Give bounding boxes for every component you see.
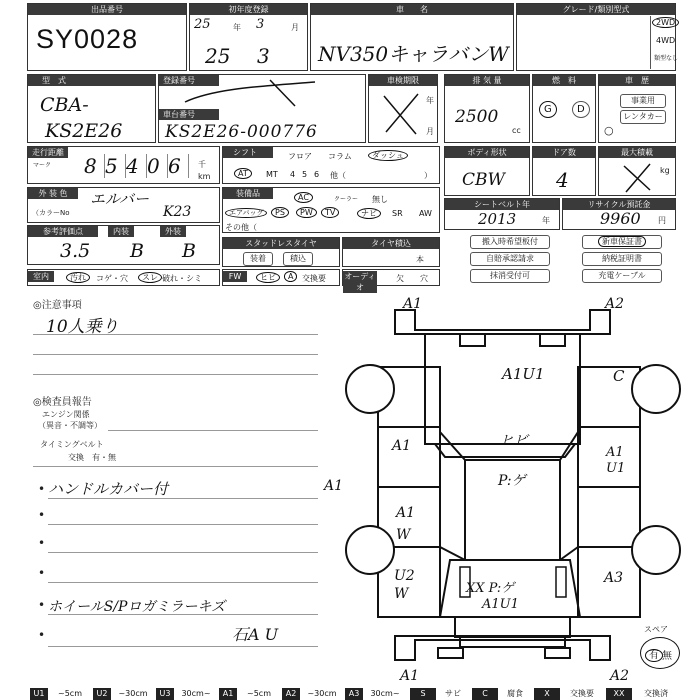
timing-opts: 交換 有・無: [68, 453, 116, 462]
service-insurance: 自賠承認請求: [470, 252, 550, 266]
fuel-d: [572, 104, 590, 115]
exterior-label: 外装: [160, 226, 186, 237]
first-reg-month-hw: 3: [257, 44, 270, 68]
equip-ps: [271, 208, 289, 217]
mileage-digits: [84, 154, 189, 178]
first-reg-month-print: 3: [256, 17, 265, 32]
recycle-unit: 円: [658, 216, 666, 225]
shift-at-circled: AT: [234, 168, 252, 179]
inspection-month: 月: [426, 127, 434, 136]
legend-desc: 30cm~: [370, 689, 400, 698]
equip-tv-circled: TV: [321, 207, 339, 218]
inspection-label: 車検期限: [369, 75, 437, 86]
tire-label: タイヤ積込: [343, 238, 439, 249]
damage-mark: U2 W: [394, 568, 415, 602]
shift-dash-circled: ダッシュ: [368, 150, 408, 161]
damage-mark: A1: [400, 668, 420, 684]
score-label: 参考評価点: [28, 226, 98, 237]
damage-mark: A1 U1: [606, 445, 626, 476]
capacity-label: 最大積載: [599, 147, 675, 158]
color-label: 外 装 色: [28, 188, 78, 199]
damage-mark: C: [613, 367, 625, 385]
service-plate: 搬入時希望板付: [470, 235, 550, 249]
spare-value: [645, 646, 663, 661]
engine-sub: （異音・不調等）: [38, 421, 102, 430]
recycle-value: 9960: [600, 209, 641, 228]
seatbelt-value: 2013: [478, 210, 517, 228]
capacity-unit: kg: [660, 166, 670, 175]
shift-other: 他（: [330, 171, 346, 180]
type-value-2: KS2E26: [45, 120, 123, 142]
equip-tv: [321, 208, 339, 217]
vehicle-type-label: 車 歴: [599, 75, 675, 86]
body-value: CBW: [462, 170, 505, 190]
cond-burn: コゲ・穴: [96, 274, 128, 283]
first-reg-label: 初年度登録: [190, 4, 307, 15]
note-line: [33, 334, 318, 335]
mileage-sub: マーク: [33, 162, 52, 169]
note-line: [33, 354, 318, 355]
damage-mark: A1: [324, 478, 344, 494]
item-line: [48, 498, 318, 499]
equip-airbag-circled: エアバッグ: [225, 208, 267, 218]
tire-unit: 本: [416, 255, 424, 264]
fw-a-circled: A: [284, 271, 297, 282]
item-line: [48, 646, 318, 647]
legend-desc: ~5cm: [247, 689, 271, 698]
cond-dirt-circled: 汚れ: [66, 272, 90, 283]
legend-desc: ~5cm: [58, 689, 82, 698]
inspection-year: 年: [426, 96, 434, 105]
month-unit: 月: [291, 23, 299, 32]
interior-cond-label: 室内: [28, 271, 54, 282]
legend-code: A1: [219, 688, 237, 700]
chassis-label: 車台番号: [159, 109, 219, 120]
legend-code: U2: [93, 688, 111, 700]
equip-other: その他（: [225, 223, 257, 232]
color-value: エルバー: [90, 190, 149, 208]
engine-label: エンジン関係: [42, 410, 90, 419]
damage-mark: A1: [403, 296, 423, 312]
vehicle-type-2: レンタカー: [620, 110, 666, 124]
item-bullet: •: [38, 598, 46, 612]
legend-desc: サビ: [445, 689, 461, 698]
inspector-sign: 石A U: [232, 625, 279, 644]
equip-pw: [296, 208, 317, 217]
damage-mark: XX P:ゲ: [466, 581, 515, 596]
drive-none: 類型なし: [654, 55, 679, 62]
mileage-unit-2: km: [198, 172, 211, 181]
recycle-label: リサイクル預託金: [563, 199, 675, 210]
fw-a: [284, 272, 297, 281]
legend-desc: 交換要: [570, 689, 594, 698]
shift-4: 4: [290, 170, 296, 179]
equip-navi: [357, 208, 381, 219]
item-line: [48, 614, 318, 615]
interior-label: 内装: [108, 226, 134, 237]
capacity-cross: [620, 162, 654, 194]
fw-replace: 交換要: [302, 274, 326, 283]
studless-loaded: 積込: [283, 252, 313, 266]
cond-tear: 破れ・シミ: [162, 274, 202, 283]
legend-code: A2: [282, 688, 300, 700]
fuel-g: [539, 104, 557, 115]
color-sub: （カラーNo: [32, 209, 70, 217]
fw-label: FW: [223, 271, 247, 282]
drive-4wd: 4WD: [656, 36, 676, 45]
equip-navi-circled: ナビ: [357, 208, 381, 219]
service-cancel: 抹消受付可: [470, 269, 550, 283]
reg-no-strike: [175, 78, 325, 108]
studless-label: スタッドレスタイヤ: [223, 238, 339, 249]
first-reg-year-print: 25: [194, 17, 211, 32]
damage-mark: P:ゲ: [498, 473, 526, 489]
year-unit: 年: [233, 23, 241, 32]
item-1: ハンドルカバー付: [48, 480, 169, 498]
damage-mark: A1U1: [482, 597, 519, 612]
equip-airbag: [225, 208, 267, 218]
shift-label: シフト: [223, 147, 273, 158]
legend-code: U3: [156, 688, 174, 700]
legend-code: U1: [30, 688, 48, 700]
fuel-d-option: D: [572, 101, 590, 118]
inspection-cross: [380, 88, 422, 138]
legend-code: X: [534, 688, 560, 700]
fuel-label: 燃 料: [533, 75, 595, 86]
damage-mark: A2: [610, 668, 630, 684]
shift-floor: フロア: [288, 152, 312, 161]
shift-other-close: ）: [424, 171, 432, 180]
shift-mt: MT: [266, 170, 278, 179]
notes-title: ◎注意事項: [33, 300, 82, 311]
mileage-digit: 4: [126, 154, 147, 178]
damage-mark: A3: [604, 570, 624, 586]
item-line: [48, 582, 318, 583]
model-name: NV350キャラバンW: [318, 42, 509, 66]
equip-none: 無し: [372, 195, 388, 204]
mileage-digit: 8: [84, 154, 105, 178]
item-bullet: •: [38, 482, 46, 496]
equip-sr: SR: [392, 209, 403, 218]
equip-ps-circled: PS: [271, 207, 289, 218]
audio-hole: 穴: [420, 274, 428, 283]
timing-label: タイミングベルト: [40, 440, 104, 449]
item-bullet: •: [38, 628, 46, 642]
legend-code: XX: [606, 688, 632, 700]
reg-no-label: 登録番号: [159, 75, 219, 86]
interior-value: B: [130, 240, 144, 262]
item-bullet: •: [38, 536, 46, 550]
equip-ac-circled: AC: [294, 192, 313, 203]
cond-scuff-circled: スレ: [138, 272, 162, 283]
equip-pw-circled: PW: [296, 207, 317, 218]
item-bullet: •: [38, 508, 46, 522]
service-warranty: [582, 235, 662, 249]
damage-mark: A1U1: [502, 365, 545, 383]
mileage-digit: 6: [168, 154, 189, 178]
exterior-value: B: [182, 240, 196, 262]
mileage-digit: 0: [147, 154, 168, 178]
mileage-unit-1: 千: [198, 160, 206, 169]
damage-mark: A2: [605, 296, 625, 312]
exhibit-no: SY0028: [36, 24, 139, 54]
displacement-label: 排 気 量: [445, 75, 529, 86]
audio-missing: 欠: [396, 274, 404, 283]
vehicle-type-1: 事業用: [620, 94, 666, 108]
mileage-label: 走行距離: [28, 147, 68, 158]
doors-value: 4: [556, 168, 569, 192]
equip-aw: AW: [419, 209, 432, 218]
timing-line: [33, 466, 318, 467]
equip-ac: [294, 193, 313, 202]
seatbelt-label: シートベルト年: [445, 199, 559, 210]
legend-desc: 交換済: [644, 689, 668, 698]
item-bullet: •: [38, 566, 46, 580]
color-code: K23: [163, 204, 192, 220]
doors-label: ドア数: [533, 147, 595, 158]
equip-label: 装備品: [223, 188, 273, 199]
vehicle-diagram: [320, 292, 700, 688]
damage-mark: A1 W: [396, 505, 416, 543]
exhibit-no-label: 出品番号: [28, 4, 186, 15]
item-line: [48, 552, 318, 553]
item-line: [48, 524, 318, 525]
inspector-title: ◎検査員報告: [33, 397, 92, 408]
shift-5: 5: [302, 170, 308, 179]
cond-scuff: [138, 272, 162, 283]
fuel-g-circled: G: [539, 101, 557, 118]
studless-mounted: 装着: [243, 252, 273, 266]
displacement-unit: cc: [512, 126, 521, 135]
service-tax: 納税証明書: [582, 252, 662, 266]
shift-column: コラム: [328, 152, 352, 161]
mileage-digit: 5: [105, 154, 126, 178]
displacement-value: 2500: [455, 107, 499, 127]
drive-2wd-circled: 2WD: [652, 17, 679, 28]
type-label: 型 式: [28, 75, 155, 86]
shift-6: 6: [314, 170, 320, 179]
fw-crack: [256, 272, 280, 283]
drive-2wd: [652, 18, 679, 27]
fw-crack-circled: ヒビ: [256, 272, 280, 283]
shift-at: [234, 169, 252, 178]
audio-label: オーディオ: [344, 272, 376, 292]
legend-desc: ~30cm: [118, 689, 148, 698]
cond-dirt: [66, 272, 90, 283]
equip-cooler: クーラー: [334, 196, 359, 203]
seatbelt-unit: 年: [542, 216, 550, 225]
model-name-label: 車 名: [311, 4, 513, 15]
damage-mark: ヒビ: [500, 433, 528, 449]
body-label: ボディ形状: [445, 147, 529, 158]
type-value-1: CBA-: [40, 94, 89, 116]
legend-code: A3: [345, 688, 363, 700]
shift-dash: [368, 150, 408, 161]
vehicle-type-circle: ○: [604, 124, 614, 137]
legend-desc: 30cm~: [181, 689, 211, 698]
note-line: [33, 374, 318, 375]
spare-label: スペア: [644, 625, 668, 634]
legend-code: C: [472, 688, 498, 700]
item-5: ホイールS/Pロガミラーキズ: [48, 599, 226, 615]
score-value: 3.5: [60, 240, 91, 262]
spare-value-circled: 有: [645, 649, 663, 662]
legend-desc: 腐食: [507, 689, 523, 698]
service-cable: 充電ケーブル: [582, 269, 662, 283]
legend-code: S: [410, 688, 436, 700]
service-warranty-text: 新車保証書: [598, 236, 646, 247]
spare-value-2: 無: [662, 651, 672, 662]
chassis-value: KS2E26-000776: [165, 122, 318, 142]
engine-line: [108, 430, 318, 431]
note-1: 10人乗り: [46, 317, 119, 337]
first-reg-year-hw: 25: [205, 44, 231, 68]
damage-mark: A1: [392, 438, 412, 454]
grade-label: グレード/類別型式: [517, 4, 675, 15]
legend-desc: ~30cm: [307, 689, 337, 698]
